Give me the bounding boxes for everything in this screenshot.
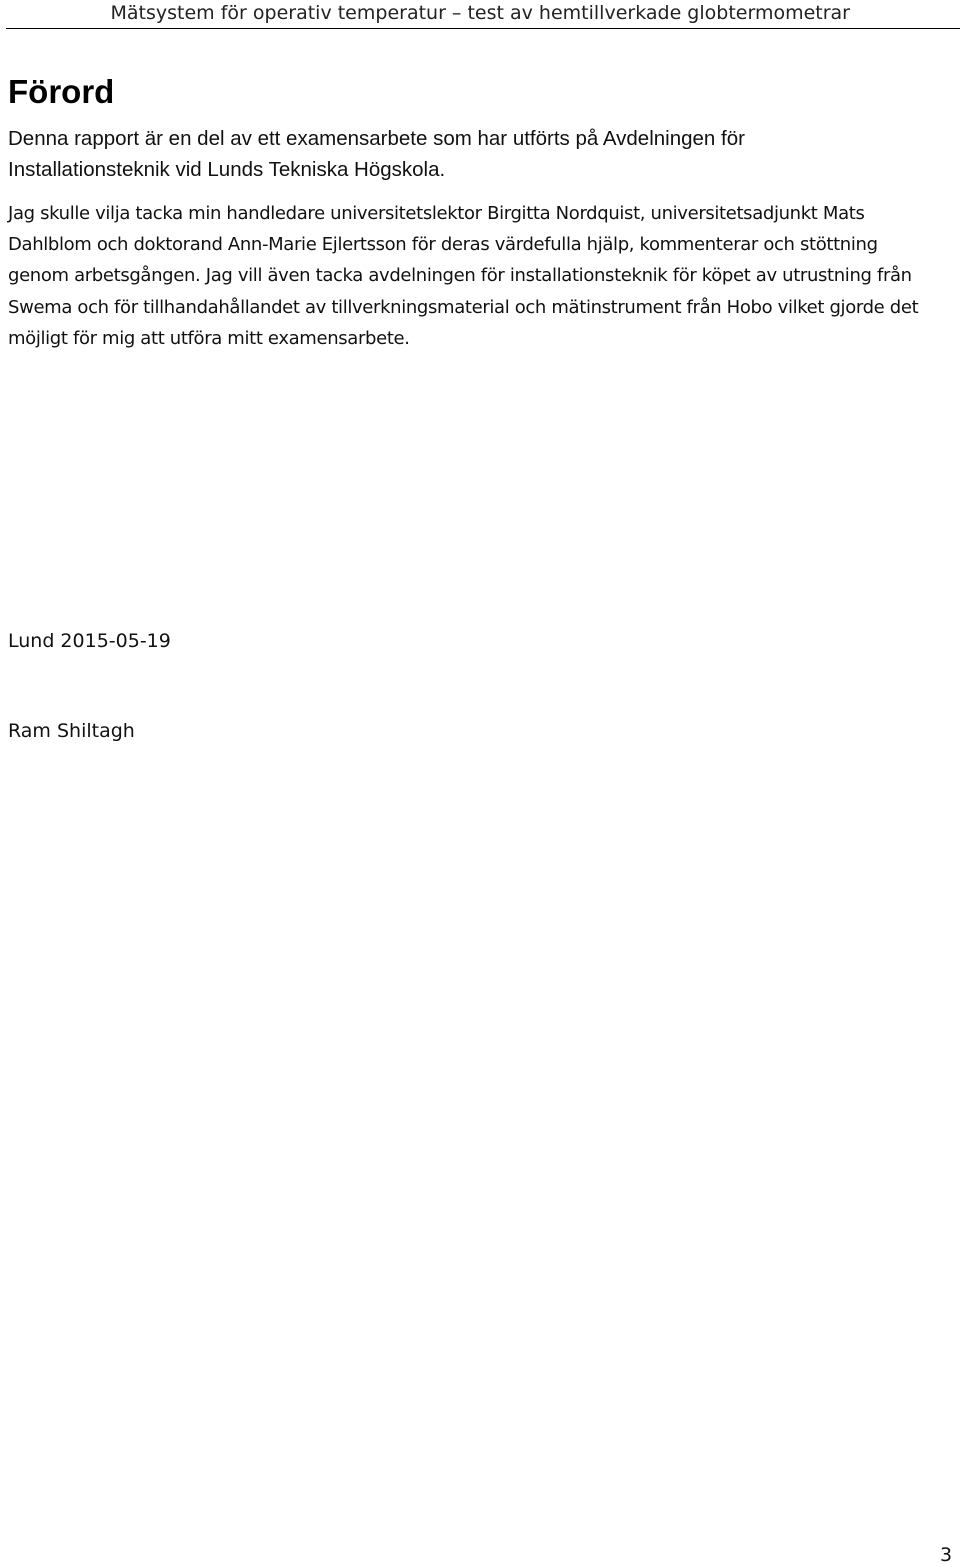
author-name: Ram Shiltagh [8,720,135,742]
place-date: Lund 2015-05-19 [8,630,171,652]
acknowledgements-paragraph: Jag skulle vilja tacka min handledare universitetslektor Birgitta Nordquist, universitetsadjunkt Mats Dahlblom och doktorand Ann-Marie Ejlertsson för deras värdefulla hjälp, kommenterar och stöttning genom arbetsgången. Jag vill även tacka avdelningen för installationsteknik för köpet av utrustning från Swema och för tillhandahållandet av tillverkningsmaterial och mätinstrument från Hobo vilket gjorde det möjligt för mig att utföra mitt examensarbete. [8,203,919,349]
running-header: Mätsystem för operativ temperatur – test av hemtillverkade globtermometrar [110,2,850,24]
header-rule [6,28,960,29]
section-heading: Förord [8,73,115,110]
page-number: 3 [940,1544,953,1566]
intro-paragraph: Denna rapport är en del av ett examensarbete som har utförts på Avdelningen för Installationsteknik vid Lunds Tekniska Högskola. [8,127,745,181]
